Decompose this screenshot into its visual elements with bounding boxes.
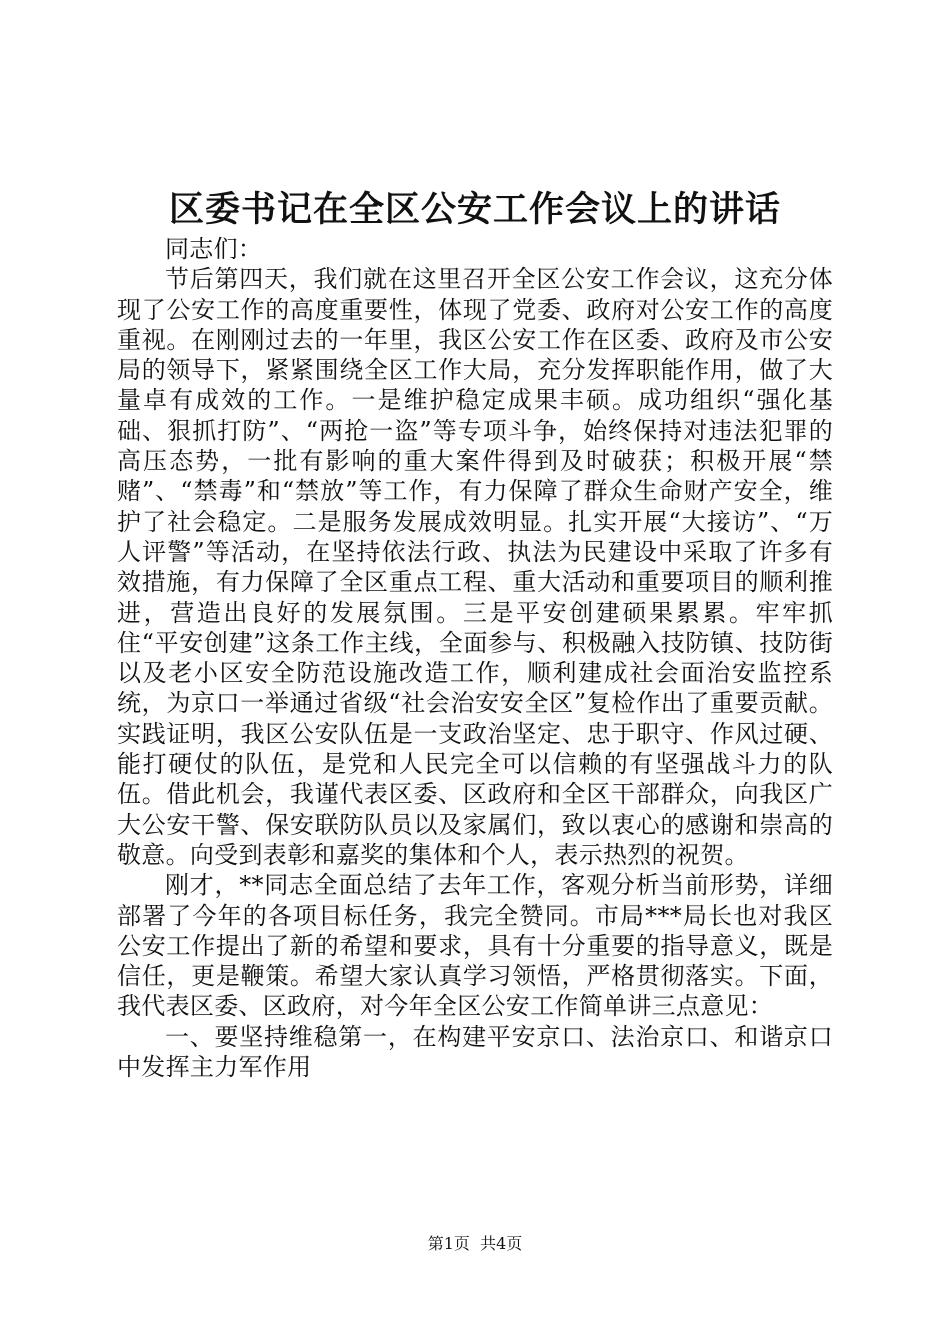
- page-number: 第1页: [427, 1234, 470, 1253]
- body-paragraph: 刚才，**同志全面总结了去年工作，客观分析当前形势，详细部署了今年的各项目标任务，我完全赞同。市局***局长也对我区公安工作提出了新的希望和要求，具有十分重要的指导意义，既是信任，更是鞭策。希望大家认真学习领悟，严格贯彻落实。下面，我代表区委、区政府，对今年全区公安工作简单讲三点意见：: [117, 871, 833, 1021]
- salutation-paragraph: 同志们：: [165, 235, 263, 263]
- document-title: 区委书记在全区公安工作会议上的讲话: [168, 189, 781, 230]
- body-paragraph: 节后第四天，我们就在这里召开全区公安工作会议，这充分体现了公安工作的高度重要性，体现了党委、政府对公安工作的高度重视。在刚刚过去的一年里，我区公安工作在区委、政府及市公安局的领导下，紧紧围绕全区工作大局，充分发挥职能作用，做了大量卓有成效的工作。一是维护稳定成果丰硕。成功组织“强化基础、狠抓打防”、“两抢一盗”等专项斗争，始终保持对违法犯罪的高压态势，一批有影响的重大案件得到及时破获；积极开展“禁赌”、“禁毒”和“禁放”等工作，有力保障了群众生命财产安全，维护了社会稳定。二是服务发展成效明显。扎实开展“大接访”、“万人评警”等活动，在坚持依法行政、执法为民建设中采取了许多有效措施，有力保障了全区重点工程、重大活动和重要项目的顺利推进，营造出良好的发展氛围。三是平安创建硕果累累。牢牢抓住“平安创建”这条工作主线，全面参与、积极融入技防镇、技防街以及老小区安全防范设施改造工作，顺利建成社会面治安监控系统，为京口一举通过省级“社会治安安全区”复检作出了重要贡献。实践证明，我区公安队伍是一支政治坚定、忠于职守、作风过硬、能打硬仗的队伍，是党和人民完全可以信赖的有坚强战斗力的队伍。借此机会，我谨代表区委、区政府和全区干部群众，向我区广大公安干警、保安联防队员以及家属们，致以衷心的感谢和崇高的敬意。向受到表彰和嘉奖的集体和个人，表示热烈的祝贺。: [117, 265, 833, 869]
- page-footer: [0, 1232, 950, 1256]
- page-total: 共4页: [480, 1234, 523, 1253]
- document-body: [117, 234, 833, 1082]
- section-heading-paragraph: 一、要坚持维稳第一，在构建平安京口、法治京口、和谐京口中发挥主力军作用: [117, 1022, 833, 1082]
